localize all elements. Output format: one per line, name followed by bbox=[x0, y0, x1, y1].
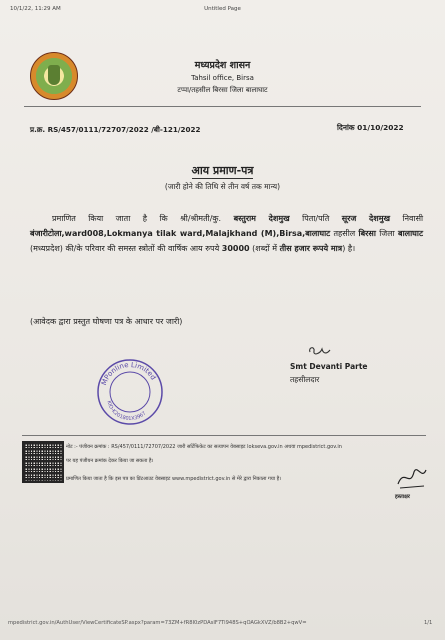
header-divider bbox=[24, 106, 421, 107]
income-words: तीस हजार रूपये मात्र bbox=[279, 244, 343, 253]
browser-page-title: Untitled Page bbox=[204, 6, 241, 12]
office-name: Tahsil office, Birsa bbox=[191, 74, 254, 82]
stamp-title: MPonline Limited bbox=[100, 360, 158, 387]
issue-date: दिनांक 01/10/2022 bbox=[337, 123, 404, 132]
applicant-name: बस्तुराम देशमुख bbox=[233, 214, 290, 223]
verification-note-cont: पर यह पंजीयन क्रमांक देकर किया जा सकता है। bbox=[66, 458, 154, 464]
income-amount: 30000 bbox=[221, 244, 250, 253]
officer-signature-icon bbox=[306, 344, 342, 358]
mponline-stamp bbox=[95, 357, 165, 427]
declaration-note: (आवेदक द्वारा प्रस्तुत घोषणा पत्र के आधार पर जारी) bbox=[30, 317, 183, 326]
office-name-hindi: टप्पा/तहसील बिरसा जिला बालाघाट bbox=[177, 86, 268, 94]
qr-code-icon bbox=[22, 441, 64, 483]
page-url: mpedistrict.gov.in/AuthUser/ViewCertificateSP.aspx?param=73ZM+fR8I0zPDAsIF7Ti948S+qOAGkXVZ/b8B2+qwV= bbox=[8, 620, 307, 626]
page-number: 1/1 bbox=[424, 620, 433, 626]
printout-declaration: प्रमाणित किया जाता है कि इस पत्र का प्रिंटआउट वेबसाइट www.mpedistrict.gov.in से मेरे द्वारा निकाला गया है। bbox=[66, 476, 282, 482]
validity-note: (जारी होने की तिथि से तीन वर्ष तक मान्य) bbox=[164, 182, 281, 191]
address: बंजारीटोला,ward008,Lokmanya tilak ward,Malajkhand (M),Birsa,बालाघाट bbox=[30, 229, 331, 238]
print-timestamp: 10/1/22, 11:29 AM bbox=[10, 6, 61, 12]
reference-number: प्र.क्र. RS/457/0111/72707/2022 /बी-121/2022 bbox=[30, 125, 201, 134]
footer-divider bbox=[22, 435, 426, 436]
certificate-body: प्रमाणित किया जाता है कि श्री/श्रीमती/कु. बस्तुराम देशमुख पिता/पति सूरज देशमुख निवासी बंजारीटोला,ward008,Lokmanya tilak ward,Malajkhand (M),Birsa,बालाघाट तहसील बिरसा जिला बालाघाट (मध्यप्रदेश) की/के परिवार की समस्त स्त्रोतों की वार्षिक आय रुपये 30000 (शब्दों में तीस हजार रूपये मात्र) है। bbox=[30, 214, 424, 253]
certificate-title: आय प्रमाण-पत्र bbox=[191, 164, 254, 177]
father-name: सूरज देशमुख bbox=[341, 214, 391, 223]
officer-designation: तहसीलदार bbox=[290, 375, 320, 384]
stamp-kiosk-id: KIO-K201801X3967 bbox=[105, 400, 148, 423]
district: बालाघाट bbox=[398, 229, 423, 238]
verification-note: नोट :- पंजीयन क्रमांक : RS/457/0111/72707/2022 जारी सर्टिफिकेट का सत्यापन वेबसाइट lokseva.gov.in अथवा mpedistrict.gov.in bbox=[66, 444, 342, 450]
tehsil: बिरसा bbox=[358, 229, 376, 238]
officer-name: Smt Devanti Parte bbox=[290, 362, 368, 371]
signature-label: हस्ताक्षर bbox=[395, 494, 410, 500]
svg-text:MPonline Limited bbox=[100, 361, 157, 386]
government-name: मध्यप्रदेश शासन bbox=[194, 60, 251, 71]
